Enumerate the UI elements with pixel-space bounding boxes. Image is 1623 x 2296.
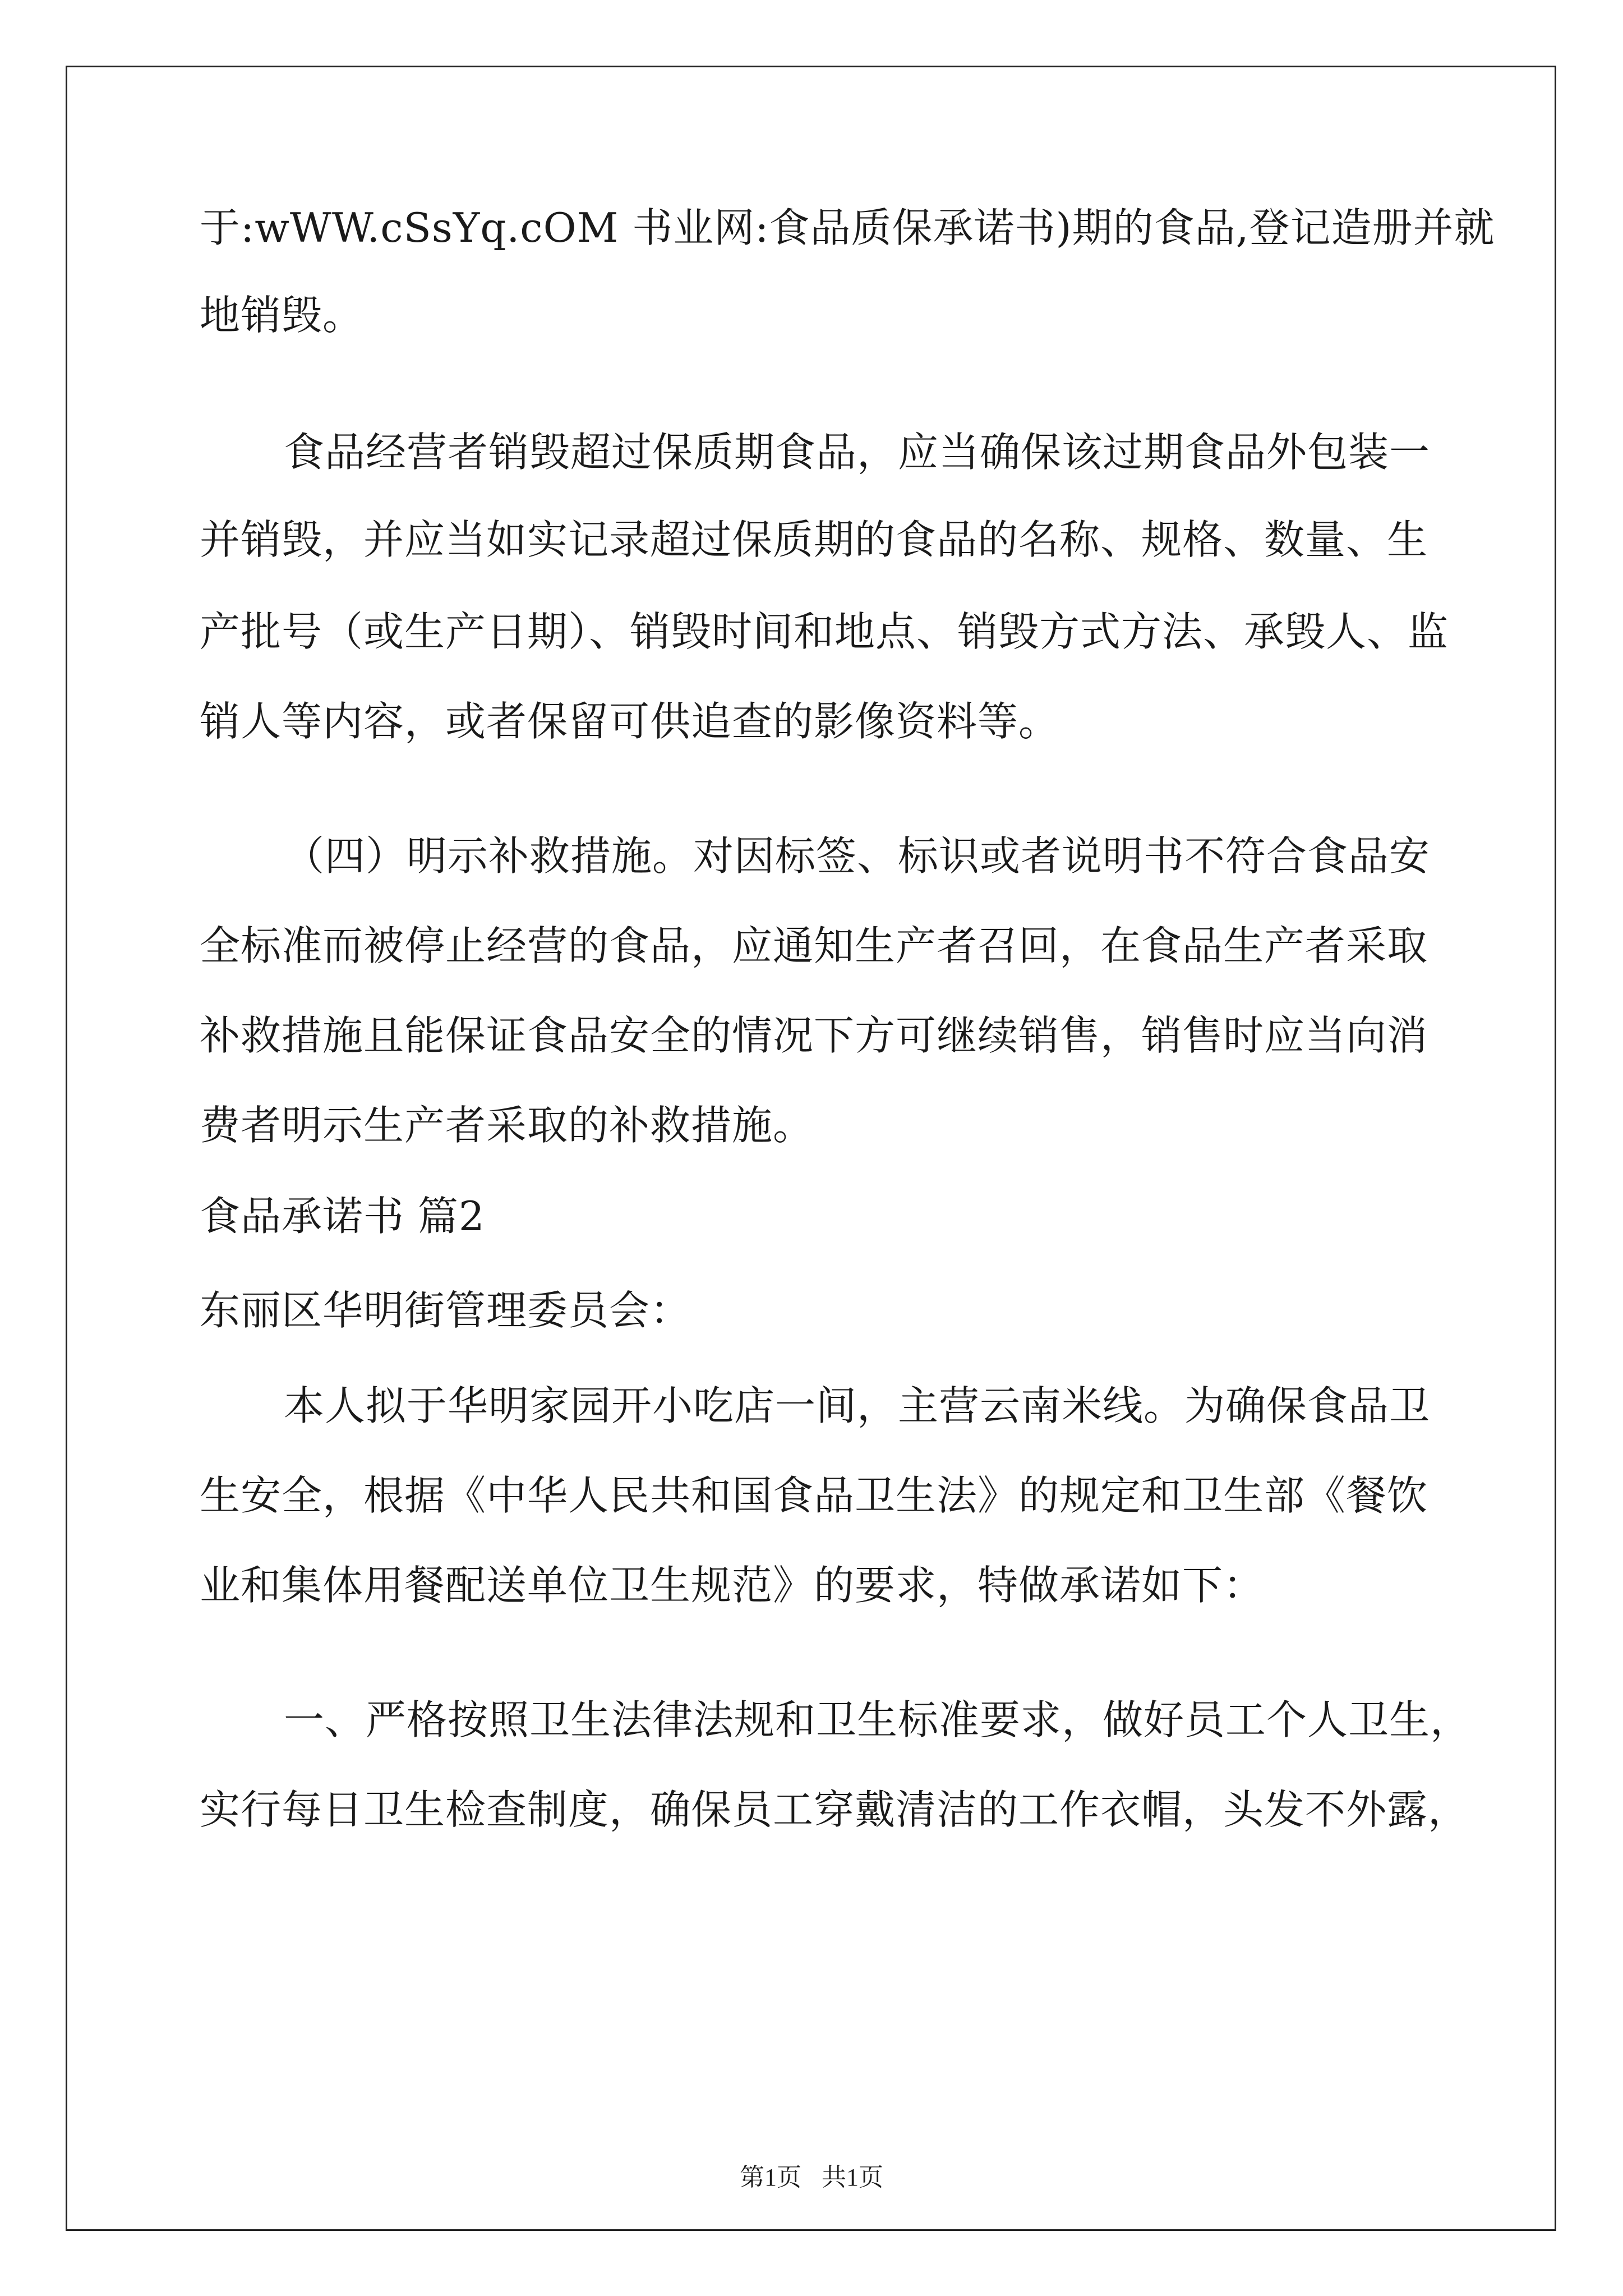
paragraph-line: 并销毁，并应当如实记录超过保质期的食品的名称、规格、数量、生 (200, 516, 1428, 563)
paragraph-line: 地销毁。 (200, 292, 364, 339)
paragraph-line: 销人等内容，或者保留可供追查的影像资料等。 (200, 698, 1060, 745)
paragraph-line: 于:wWW.cSsYq.cOM 书业网:食品质保承诺书)期的食品,登记造册并就 (200, 204, 1495, 251)
paragraph-line: 补救措施且能保证食品安全的情况下方可继续销售，销售时应当向消 (200, 1012, 1428, 1059)
section-heading: 食品承诺书 篇2 (200, 1193, 485, 1240)
salutation: 东丽区华明街管理委员会： (200, 1287, 691, 1334)
paragraph-line: 实行每日卫生检查制度，确保员工穿戴清洁的工作衣帽，头发不外露， (200, 1786, 1469, 1833)
paragraph-line: 业和集体用餐配送单位卫生规范》的要求，特做承诺如下： (200, 1562, 1265, 1609)
page-footer (0, 2165, 1623, 2190)
paragraph-line: 全标准而被停止经营的食品，应通知生产者召回，在食品生产者采取 (200, 922, 1428, 969)
paragraph-line: 费者明示生产者采取的补救措施。 (200, 1102, 814, 1149)
page-total: 共1页 (822, 2164, 883, 2191)
paragraph-line: 一、严格按照卫生法律法规和卫生标准要求，做好员工个人卫生， (284, 1696, 1472, 1743)
paragraph-line: 产批号（或生产日期）、销毁时间和地点、销毁方式方法、承毁人、监 (200, 608, 1449, 655)
paragraph-line: 本人拟于华明家园开小吃店一间，主营云南米线。为确保食品卫 (284, 1382, 1431, 1429)
paragraph-line: 生安全，根据《中华人民共和国食品卫生法》的规定和卫生部《餐饮 (200, 1472, 1428, 1519)
paragraph-line: （四）明示补救措施。对因标签、标识或者说明书不符合食品安 (284, 832, 1431, 880)
page-number: 第1页 (740, 2164, 801, 2191)
paragraph-line: 食品经营者销毁超过保质期食品，应当确保该过期食品外包装一 (284, 429, 1431, 476)
